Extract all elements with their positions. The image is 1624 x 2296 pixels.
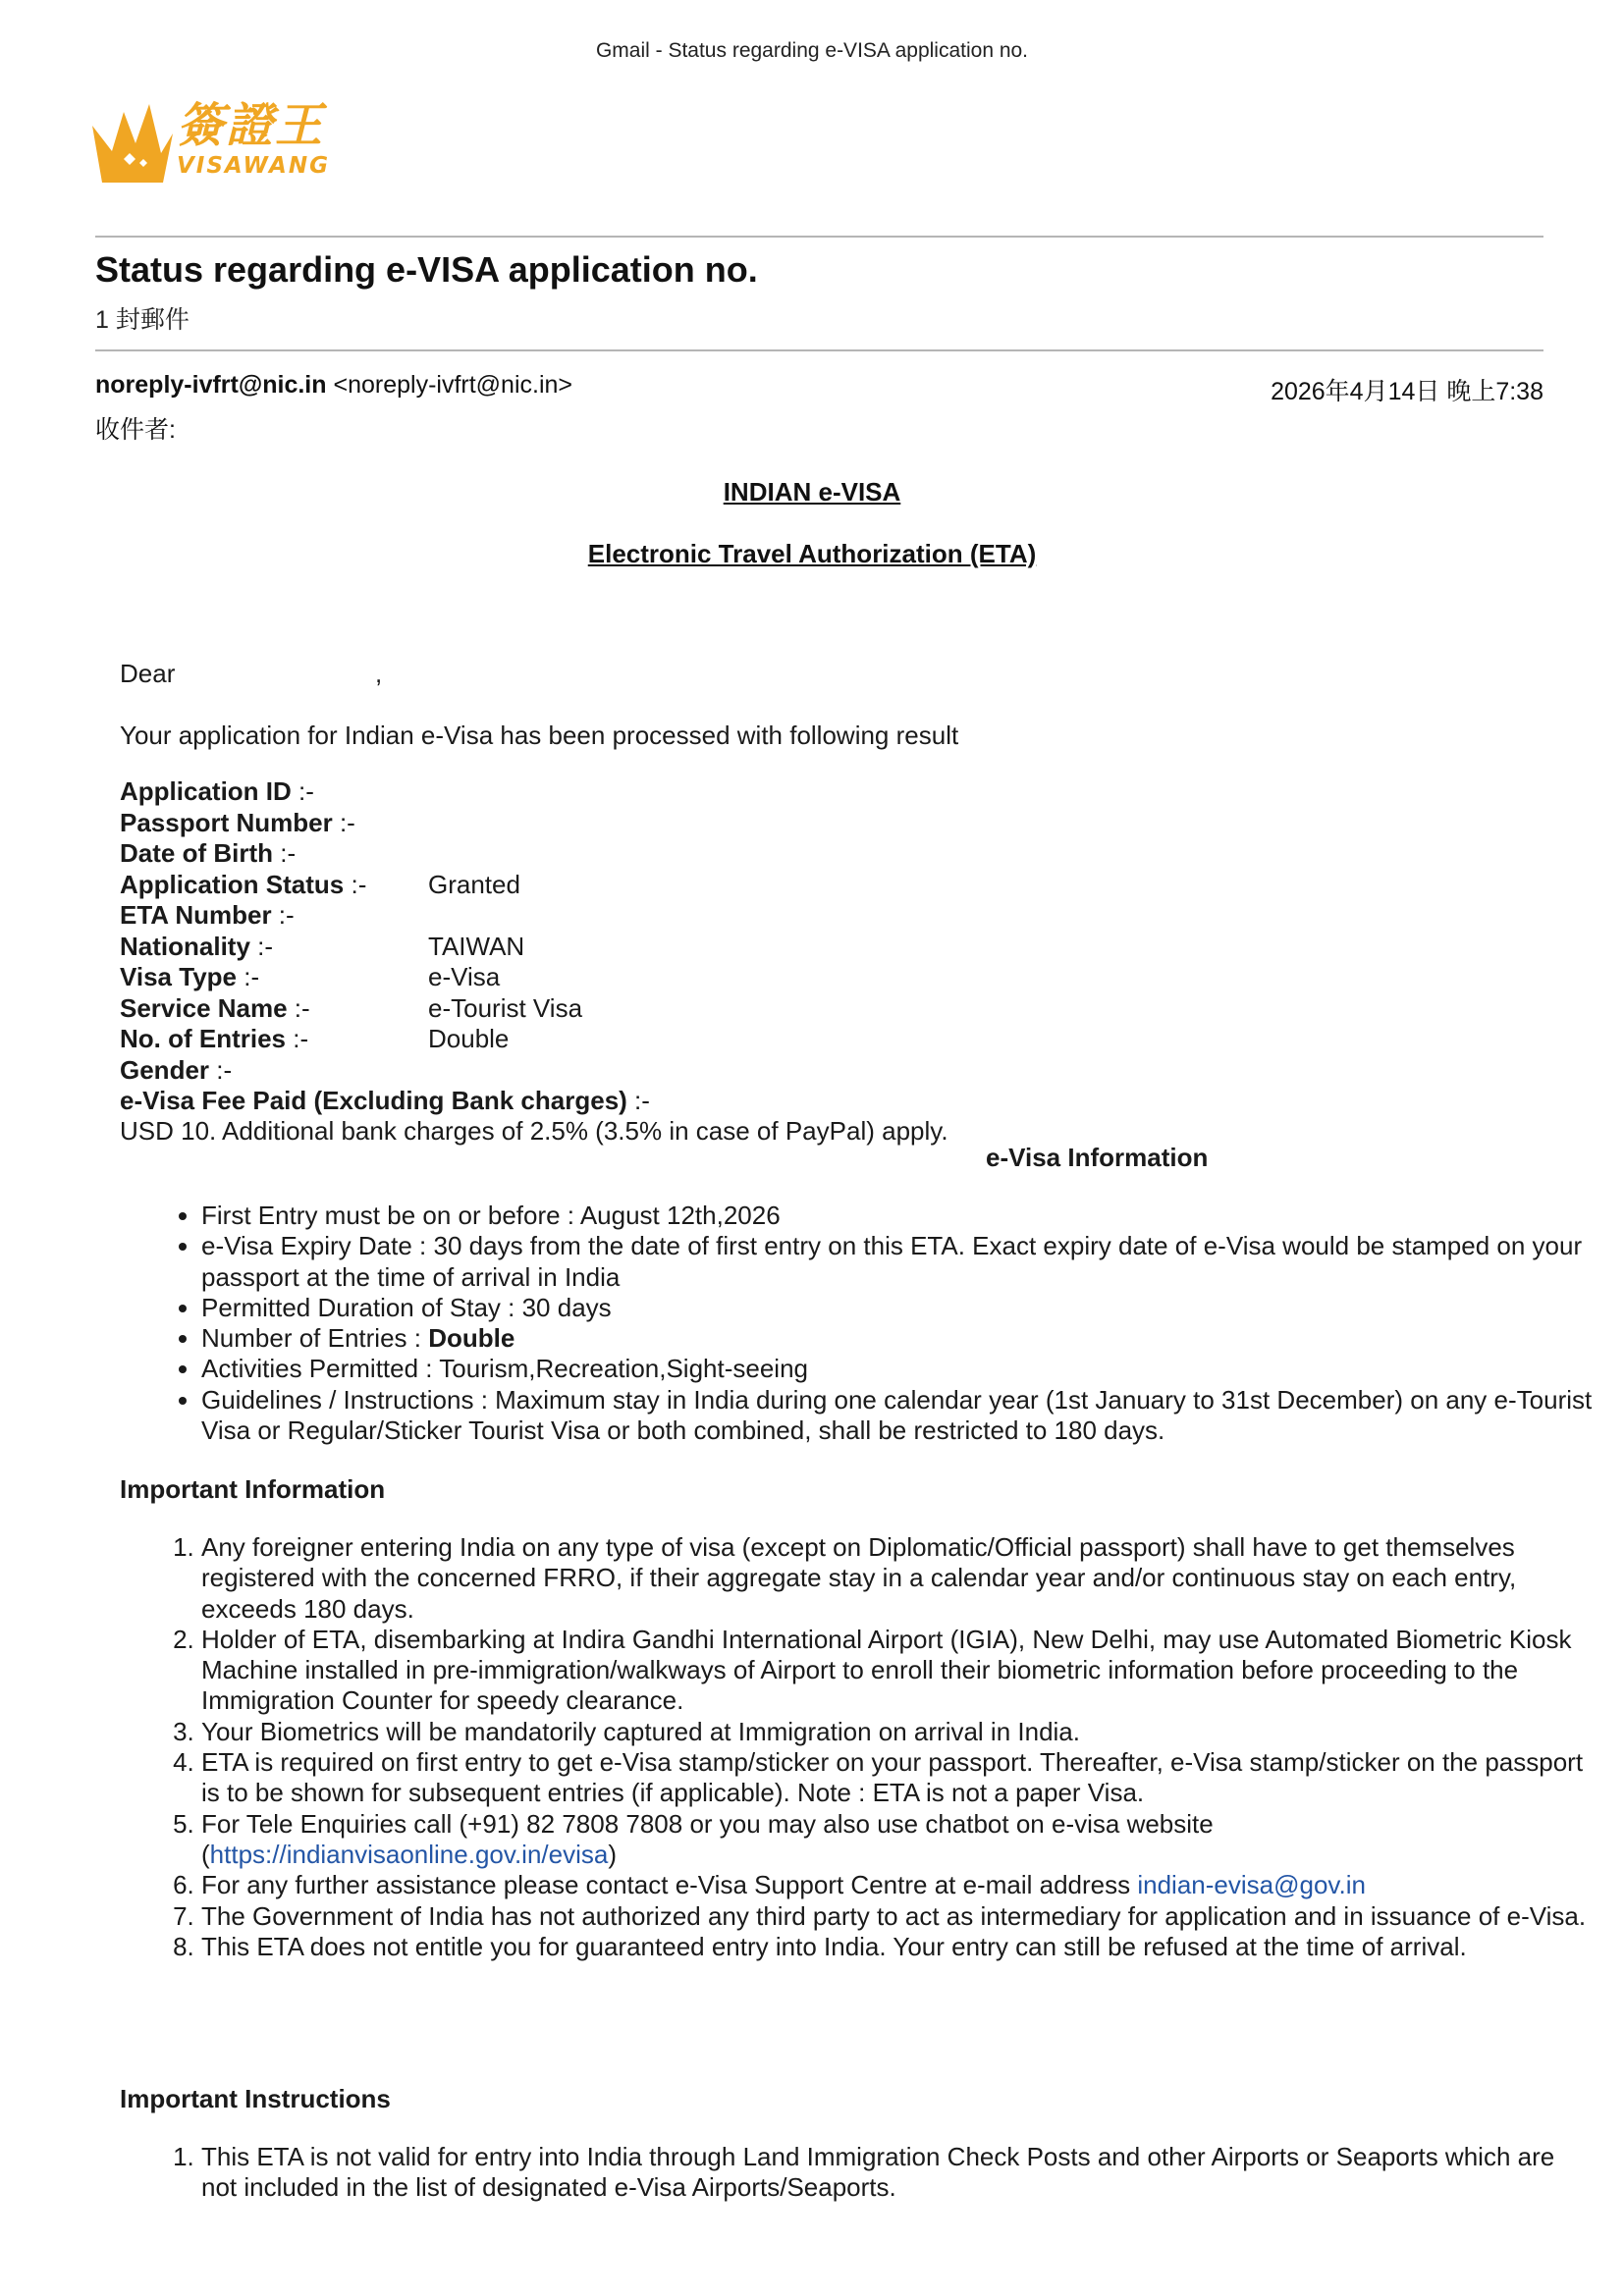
numbered-item-text: Any foreigner entering India on any type of visa (except on Diplomatic/Official passport) shall have to get themselves registered with the concerned FRRO, if their aggregate stay in a calendar year and/or continuous stay on each entry, exceeds 180 days. bbox=[201, 1532, 1517, 1624]
numbered-item bbox=[201, 1870, 1596, 1900]
detail-row bbox=[120, 776, 650, 808]
detail-row bbox=[120, 932, 650, 963]
detail-separator: :- bbox=[271, 900, 295, 930]
numbered-item-text: For Tele Enquiries call (+91) 82 7808 7808 or you may also use chatbot on e-visa website ( bbox=[201, 1808, 1214, 1869]
greeting-comma: , bbox=[375, 659, 383, 688]
info-item bbox=[201, 1201, 1596, 1231]
sender bbox=[95, 371, 572, 400]
email-or-web-link[interactable]: https://indianvisaonline.gov.in/evisa bbox=[209, 1839, 609, 1869]
detail-label: Application ID bbox=[120, 776, 292, 806]
numbered-item bbox=[201, 1932, 1596, 1962]
detail-separator: :- bbox=[332, 807, 355, 837]
info-item-text: Number of Entries : bbox=[201, 1323, 429, 1354]
numbered-item bbox=[201, 1625, 1596, 1717]
logo-chinese-text: 簽證王 bbox=[177, 98, 325, 153]
detail-separator: :- bbox=[626, 1086, 650, 1115]
divider bbox=[95, 349, 1543, 351]
detail-label: Application Status bbox=[120, 869, 345, 899]
important-instructions-title: Important Instructions bbox=[120, 2084, 391, 2113]
detail-row bbox=[120, 900, 650, 932]
info-item-text: Permitted Duration of Stay : 30 days bbox=[201, 1292, 612, 1322]
numbered-item-text: This ETA is not valid for entry into India through Land Immigration Check Posts and other Airports or Seaports which are not included in the list of designated e-Visa Airports/Seaports. bbox=[201, 2142, 1555, 2203]
detail-separator: :- bbox=[286, 1024, 309, 1053]
numbered-item-text: This ETA does not entitle you for guaranteed entry into India. Your entry can still be refused at the time of arrival. bbox=[201, 1931, 1467, 1961]
detail-label: Date of Birth bbox=[120, 838, 273, 868]
detail-row bbox=[120, 993, 650, 1025]
intro-text: Your application for Indian e-Visa has been processed with following result bbox=[120, 721, 959, 750]
fee-text: USD 10. Additional bank charges of 2.5% (3.5% in case of PayPal) apply. bbox=[120, 1116, 948, 1146]
detail-row bbox=[120, 962, 650, 993]
info-item bbox=[201, 1293, 1596, 1323]
info-item-text: e-Visa Expiry Date : 30 days from the date of first entry on this ETA. Exact expiry date of e-Visa would be stamped on your passport at the time of arrival in India bbox=[201, 1231, 1583, 1292]
message-count: 1 封郵件 bbox=[95, 306, 189, 334]
detail-value: e-Tourist Visa bbox=[428, 992, 583, 1023]
sender-name: noreply-ivfrt@nic.in bbox=[95, 371, 327, 399]
detail-row bbox=[120, 870, 650, 901]
detail-row bbox=[120, 1024, 650, 1055]
important-information-list bbox=[120, 1532, 1596, 1962]
detail-label: Passport Number bbox=[120, 807, 333, 837]
info-item-text: Activities Permitted : Tourism,Recreation,Sight-seeing bbox=[201, 1354, 808, 1384]
detail-row bbox=[120, 1086, 650, 1117]
numbered-item-tail: ) bbox=[608, 1839, 617, 1869]
email-subject: Status regarding e-VISA application no. bbox=[95, 249, 758, 290]
detail-label: Visa Type bbox=[120, 962, 237, 991]
numbered-item bbox=[201, 1809, 1596, 1871]
numbered-item-text: The Government of India has not authorized any third party to act as intermediary for application and in issuance of e-Visa. bbox=[201, 1900, 1587, 1931]
email-date: 2026年4月14日 晚上7:38 bbox=[1271, 378, 1543, 405]
detail-value: Double bbox=[428, 1024, 510, 1053]
important-instructions-list bbox=[120, 2142, 1596, 2204]
numbered-item bbox=[201, 2142, 1596, 2204]
info-item-text: Guidelines / Instructions : Maximum stay in India during one calendar year (1st January to 31st December) on any e-Tourist Visa or Regular/Sticker Tourist Visa or both combined, shall be restricted to 180 days. bbox=[201, 1384, 1593, 1446]
info-item-text: First Entry must be on or before : August 12th,2026 bbox=[201, 1201, 781, 1230]
important-information-title: Important Information bbox=[120, 1474, 386, 1504]
detail-label: Gender bbox=[120, 1054, 210, 1085]
detail-separator: :- bbox=[209, 1054, 233, 1085]
detail-value: Granted bbox=[428, 869, 520, 899]
divider bbox=[95, 236, 1543, 238]
numbered-item-text: Holder of ETA, disembarking at Indira Gandhi International Airport (IGIA), New Delhi, may use Automated Biometric Kiosk Machine installed in pre-immigration/walkways of Airport to enroll their biometric information before proceeding to the Immigration Counter for speedy clearance. bbox=[201, 1624, 1572, 1716]
evisa-information-list bbox=[120, 1201, 1596, 1446]
info-item bbox=[201, 1323, 1596, 1354]
numbered-item-text: ETA is required on first entry to get e-Visa stamp/sticker on your passport. Thereafter, e-Visa stamp/sticker on the passport is to be shown for subsequent entries (if applicable). Note : ETA is not a paper Visa. bbox=[201, 1747, 1584, 1808]
letter-heading-indian-evisa: INDIAN e-VISA bbox=[723, 477, 901, 507]
detail-value: e-Visa bbox=[428, 962, 501, 991]
print-header: Gmail - Status regarding e-VISA application no. bbox=[595, 39, 1029, 62]
crown-icon bbox=[90, 104, 175, 185]
info-item-emphasis: Double bbox=[428, 1323, 515, 1354]
application-details bbox=[120, 776, 650, 1117]
detail-separator: :- bbox=[291, 776, 314, 806]
sender-address: <noreply-ivfrt@nic.in> bbox=[333, 371, 572, 399]
detail-row bbox=[120, 808, 650, 839]
logo-english-text: VISAWANG bbox=[177, 153, 330, 179]
numbered-item bbox=[201, 1747, 1596, 1809]
evisa-information-title: e-Visa Information bbox=[986, 1143, 1209, 1172]
recipient-label: 收件者: bbox=[95, 416, 176, 444]
detail-separator: :- bbox=[249, 931, 274, 961]
numbered-item bbox=[201, 1532, 1596, 1625]
detail-label: Service Name bbox=[120, 992, 288, 1023]
detail-label: No. of Entries bbox=[120, 1024, 287, 1053]
detail-label: e-Visa Fee Paid (Excluding Bank charges) bbox=[120, 1086, 627, 1115]
info-item bbox=[201, 1231, 1596, 1293]
detail-value: TAIWAN bbox=[428, 931, 525, 961]
numbered-item bbox=[201, 1717, 1596, 1747]
numbered-item-text: For any further assistance please contact e-Visa Support Centre at e-mail address bbox=[201, 1870, 1138, 1900]
detail-separator: :- bbox=[287, 992, 310, 1023]
letter-heading-eta: Electronic Travel Authorization (ETA) bbox=[587, 539, 1037, 568]
greeting bbox=[120, 659, 383, 689]
detail-separator: :- bbox=[344, 869, 367, 899]
visawang-logo bbox=[90, 98, 355, 187]
detail-row bbox=[120, 838, 650, 870]
detail-separator: :- bbox=[237, 962, 260, 991]
detail-label: Nationality bbox=[120, 931, 250, 961]
numbered-item-text: Your Biometrics will be mandatorily captured at Immigration on arrival in India. bbox=[201, 1716, 1080, 1746]
email-or-web-link[interactable]: indian-evisa@gov.in bbox=[1137, 1870, 1366, 1900]
detail-row bbox=[120, 1055, 650, 1087]
greeting-word: Dear bbox=[120, 659, 176, 688]
numbered-item bbox=[201, 1901, 1596, 1932]
info-item bbox=[201, 1385, 1596, 1447]
detail-label: ETA Number bbox=[120, 900, 272, 930]
detail-separator: :- bbox=[273, 838, 297, 868]
info-item bbox=[201, 1354, 1596, 1384]
